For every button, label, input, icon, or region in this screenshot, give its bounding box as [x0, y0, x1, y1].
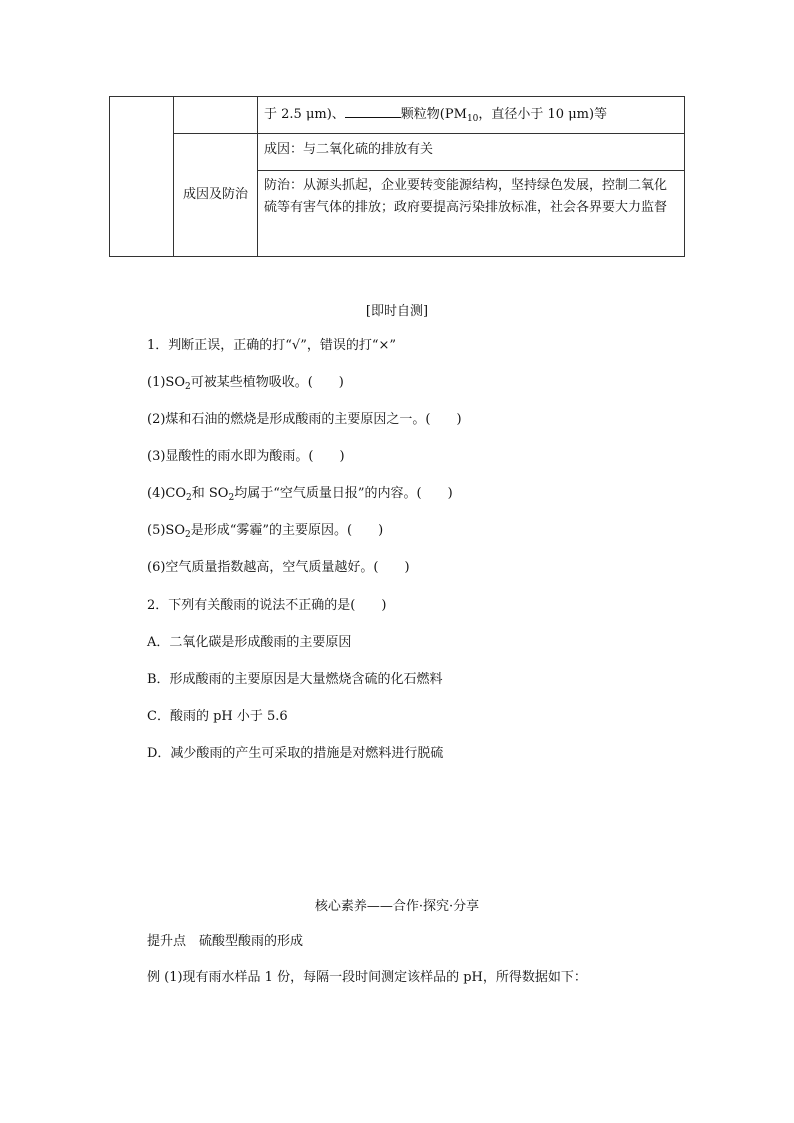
item-2: (2)煤和石油的燃烧是形成酸雨的主要原因之一。( ) — [147, 412, 462, 427]
cause-prevention-cell — [258, 134, 685, 257]
pollution-table — [109, 96, 685, 257]
table-empty-cell — [174, 97, 258, 134]
question-2: 2．下列有关酸雨的说法不正确的是( ) — [147, 598, 387, 613]
example-text: 例 (1)现有雨水样品 1 份，每隔一段时间测定该样品的 pH，所得数据如下： — [147, 970, 587, 985]
self-test-heading: [即时自测] — [365, 304, 429, 319]
option-c: C．酸雨的 pH 小于 5.6 — [147, 709, 288, 724]
item-6: (6)空气质量指数越高，空气质量越好。( ) — [147, 560, 410, 575]
pm-text-pre: 于 2.5 μm)、 — [264, 107, 345, 122]
cause-text: 成因：与二氧化硫的排放有关 — [264, 142, 434, 157]
item-5: $(5)SO_2$是形成“雾霾”的主要原因。( ) — [147, 523, 384, 540]
option-a: A．二氧化碳是形成酸雨的主要原因 — [147, 635, 352, 650]
table-left-cell — [110, 97, 174, 257]
option-b: B．形成酸雨的主要原因是大量燃烧含硫的化石燃料 — [147, 672, 443, 687]
pm-text-mid: 颗粒物(PM — [400, 107, 467, 122]
table-cell-pm — [258, 97, 685, 134]
item-4: $(4)CO_2$和 $SO_2$均属于“空气质量日报”的内容。( ) — [147, 486, 453, 503]
question-1: 1．判断正误，正确的打“√”，错误的打“×” — [147, 338, 397, 353]
prevention-text: 防治：从源头抓起，企业要转变能源结构，坚持绿色发展，控制二氧化硫等有害气体的排放；政府要提高污染排放标准，社会各界要大力监督 — [258, 170, 684, 223]
fill-blank — [345, 103, 401, 118]
cause-prevention-label — [174, 134, 258, 257]
item-1: $(1)SO_2$可被某些植物吸收。( ) — [147, 375, 344, 392]
cause-prevention-label-text: 成因及防治 — [182, 187, 248, 202]
improvement-point: 提升点 硫酸型酸雨的形成 — [147, 934, 304, 949]
option-d: D．减少酸雨的产生可采取的措施是对燃料进行脱硫 — [147, 746, 444, 761]
core-literacy-heading: 核心素养——合作·探究·分享 — [314, 899, 480, 914]
item-3: (3)显酸性的雨水即为酸雨。( ) — [147, 449, 345, 464]
pm-subscript: 10 — [466, 114, 479, 124]
pm-text-post: ，直径小于 10 μm)等 — [478, 107, 608, 122]
